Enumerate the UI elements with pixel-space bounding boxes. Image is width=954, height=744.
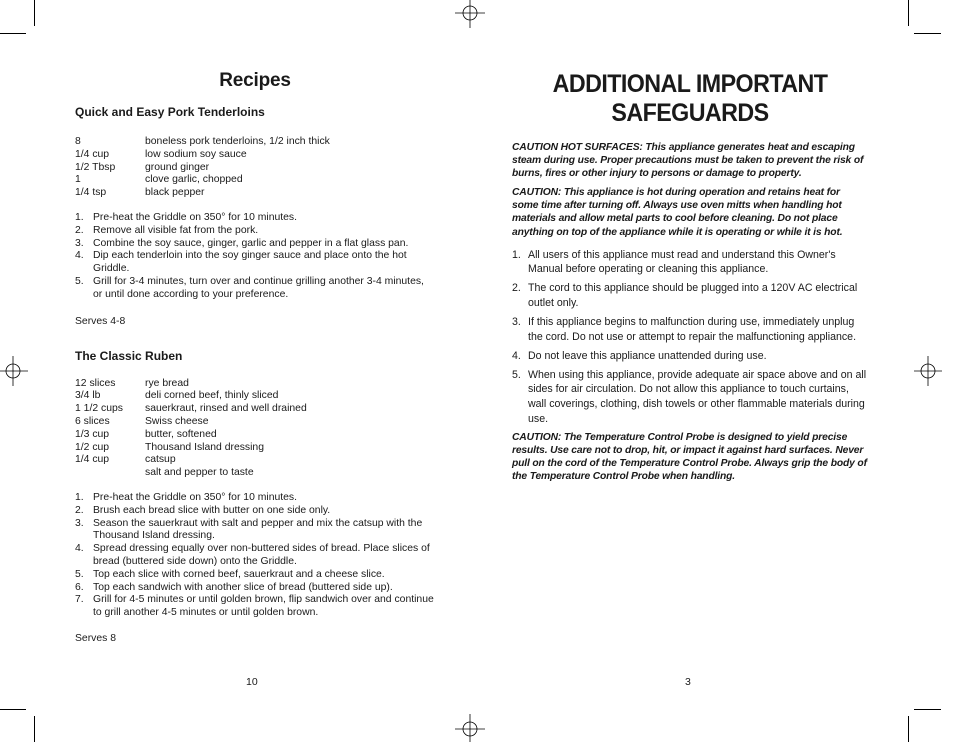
step-number: 3. (75, 237, 84, 249)
step-number: 6. (75, 581, 84, 593)
step-item (75, 238, 435, 251)
safeguard-number: 1. (512, 248, 521, 261)
registration-mark-icon (455, 0, 485, 30)
safeguard-text: Do not leave this appliance unattended during use. (528, 349, 767, 362)
ingredient-row (75, 378, 435, 391)
step-number: 2. (75, 224, 84, 236)
ingredient-item: ground ginger (145, 161, 210, 173)
page-number: 10 (246, 676, 258, 688)
step-text: Grill for 3-4 minutes, turn over and continue grilling another 3-4 minutes, or until done according to your preference. (93, 275, 424, 300)
ingredient-list (75, 378, 435, 480)
ingredient-item: Thousand Island dressing (145, 441, 264, 453)
caution-hot-surfaces: CAUTION HOT SURFACES: This appliance generates heat and escaping steam during use. Proper precautions must be taken to prevent the risk of burns, fires or other injury to persons or damage to property. (512, 142, 864, 180)
safeguard-item (512, 248, 868, 277)
registration-mark-icon (0, 356, 30, 386)
step-item (75, 276, 435, 302)
ingredient-qty: 1/4 cup (75, 148, 110, 160)
recipe-ruben (75, 349, 435, 644)
step-text: Season the sauerkraut with salt and pepper and mix the catsup with the Thousand Island dressing. (93, 517, 423, 542)
left-page (75, 70, 435, 644)
crop-mark (908, 0, 909, 26)
ingredient-qty: 1/4 tsp (75, 187, 107, 199)
safeguard-item (512, 281, 868, 310)
step-text: Combine the soy sauce, ginger, garlic and pepper in a flat glass pan. (93, 237, 409, 249)
ingredient-qty (75, 467, 145, 480)
step-number: 2. (75, 504, 84, 516)
right-page (512, 70, 868, 483)
ingredient-item: low sodium soy sauce (145, 148, 247, 160)
ingredient-row (75, 187, 435, 200)
safeguard-number: 3. (512, 316, 521, 329)
ingredient-row (75, 136, 435, 149)
ingredient-item: clove garlic, chopped (145, 174, 243, 186)
step-list (75, 492, 435, 620)
registration-mark-icon (455, 714, 485, 744)
ingredient-qty: 1 1/2 cups (75, 403, 123, 415)
step-text: Remove all visible fat from the pork. (93, 224, 259, 236)
step-text: Dip each tenderloin into the soy ginger sauce and place onto the hot Griddle. (93, 250, 407, 275)
recipe-title: The Classic Ruben (75, 348, 183, 363)
safeguard-number: 4. (512, 349, 521, 362)
crop-mark (914, 709, 941, 710)
step-text: Spread dressing equally over non-buttered sides of bread. Place slices of bread (buttered side down) onto the Griddle. (93, 543, 430, 567)
step-number: 1. (75, 491, 84, 503)
recipe-title: Quick and Easy Pork Tenderloins (75, 105, 265, 119)
step-number: 4. (75, 543, 84, 555)
step-item (75, 225, 435, 238)
ingredient-qty: 1 (75, 174, 81, 186)
ingredient-row (75, 429, 435, 442)
ingredient-qty: 1/2 Tbsp (75, 161, 116, 173)
ingredient-item: deli corned beef, thinly sliced (145, 390, 279, 402)
crop-mark (908, 716, 909, 742)
ingredient-qty: 1/3 cup (75, 428, 110, 440)
step-list (75, 212, 435, 302)
ingredient-row (75, 403, 435, 416)
registration-mark-icon (914, 356, 944, 386)
ingredient-row (75, 467, 435, 480)
step-number: 5. (75, 568, 84, 580)
ingredient-qty: 3/4 lb (75, 390, 101, 402)
step-text: Top each slice with corned beef, sauerkraut and a cheese slice. (93, 568, 385, 580)
ingredient-qty: 1/4 cup (75, 454, 110, 466)
step-number: 3. (75, 517, 84, 529)
safeguard-item (512, 315, 868, 344)
step-item (75, 518, 435, 544)
page-number: 3 (685, 676, 691, 688)
step-text: Grill for 4-5 minutes or until golden brown, flip sandwich over and continue to grill another 4-5 minutes or until golden brown. (93, 594, 434, 619)
step-item (75, 582, 435, 595)
ingredient-row (75, 416, 435, 429)
crop-mark (34, 0, 35, 26)
step-text: Brush each bread slice with butter on one side only. (93, 504, 331, 516)
step-item (75, 492, 435, 505)
safeguard-number: 5. (512, 368, 521, 381)
safeguard-text: The cord to this appliance should be plugged into a 120V AC electrical outlet only. (528, 282, 858, 309)
ingredient-row (75, 454, 435, 467)
ingredient-item: butter, softened (145, 428, 217, 440)
ingredient-row (75, 162, 435, 175)
ingredient-item: Swiss cheese (145, 415, 209, 427)
crop-mark (34, 716, 35, 742)
step-number: 1. (75, 211, 84, 223)
safeguard-number: 2. (512, 282, 521, 295)
step-item (75, 594, 435, 620)
ingredient-qty: 8 (75, 136, 81, 147)
ingredient-qty: 1/2 cup (75, 441, 110, 453)
ingredient-item: sauerkraut, rinsed and well drained (145, 403, 307, 415)
serves-text: Serves 8 (75, 632, 117, 644)
caution-hot-operation: CAUTION: This appliance is hot during operation and retains heat for some time after turning off. Always use oven mitts when handling hot materials and allow metal parts to cool before cleaning. Do not place anything on top of the appliance while it is operating or while it is hot. (512, 187, 843, 238)
step-text: Top each sandwich with another slice of bread (buttered side up). (93, 581, 393, 593)
crop-mark (0, 33, 26, 34)
crop-mark (0, 709, 26, 710)
title-line: ADDITIONAL IMPORTANT (552, 70, 828, 98)
ingredient-list (75, 136, 435, 200)
step-number: 5. (75, 275, 84, 287)
step-item (75, 250, 435, 276)
safeguard-text: If this appliance begins to malfunction during use, immediately unplug the cord. Do not use or attempt to repair the malfunctioning appliance. (528, 316, 857, 343)
safeguard-text: When using this appliance, provide adequate air space above and on all sides for air circulation. Do not allow this appliance to touch curtains, wall coverings, clothing, dish towels or other flammable materials during use. (528, 368, 867, 425)
title-line: SAFEGUARDS (611, 99, 769, 127)
ingredient-row (75, 149, 435, 162)
ingredient-qty: 6 slices (75, 415, 110, 427)
step-item (75, 543, 435, 569)
ingredient-item: catsup (145, 454, 176, 466)
ingredient-item: salt and pepper to taste (145, 467, 254, 479)
section-title: Recipes (219, 70, 291, 91)
page-title (524, 70, 855, 128)
ingredient-row (75, 390, 435, 403)
ingredient-row (75, 174, 435, 187)
step-number: 4. (75, 250, 84, 262)
ingredient-row (75, 442, 435, 455)
safeguard-item (512, 349, 868, 364)
safeguard-text: All users of this appliance must read and understand this Owner's Manual before operating or cleaning this appliance. (528, 248, 836, 276)
safeguard-list (512, 248, 868, 427)
serves-text: Serves 4-8 (75, 315, 126, 327)
caution-temperature-probe: CAUTION: The Temperature Control Probe is designed to yield precise results. Use care not to drop, hit, or impact it against hard surfaces. Never pull on the cord of the Temperature Control Probe. Always grip the body of the Temperature Control Probe when handling. (512, 431, 867, 482)
step-item (75, 505, 435, 518)
step-number: 7. (75, 594, 84, 606)
recipe-pork (75, 105, 435, 327)
step-item (75, 212, 435, 225)
step-item (75, 569, 435, 582)
step-text: Pre-heat the Griddle on 350° for 10 minutes. (93, 491, 298, 503)
step-text: Pre-heat the Griddle on 350° for 10 minutes. (93, 211, 298, 223)
ingredient-qty: 12 slices (75, 377, 116, 389)
ingredient-item: boneless pork tenderloins, 1/2 inch thick (145, 136, 330, 147)
crop-mark (914, 33, 941, 34)
ingredient-item: black pepper (145, 187, 205, 199)
safeguard-item (512, 368, 868, 426)
ingredient-item: rye bread (145, 377, 189, 389)
